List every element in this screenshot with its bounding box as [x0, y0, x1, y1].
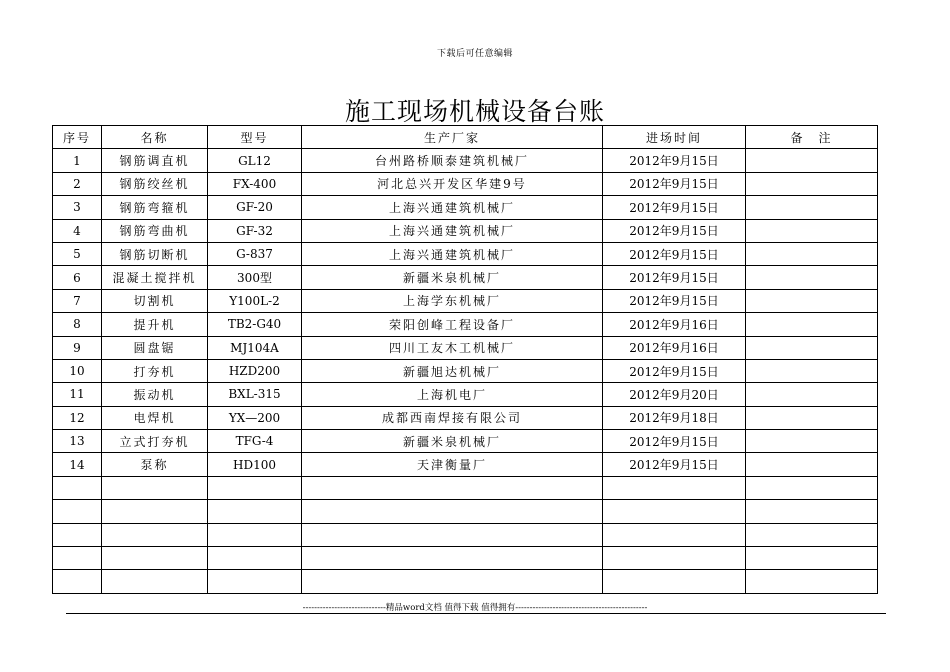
cell-no: 9	[53, 336, 102, 359]
cell-date	[603, 500, 746, 523]
cell-remark	[746, 289, 878, 312]
cell-name: 钢筋调直机	[102, 149, 208, 172]
cell-remark	[746, 313, 878, 336]
cell-maker: 上海机电厂	[302, 383, 603, 406]
cell-date: 2012年9月20日	[603, 383, 746, 406]
cell-remark	[746, 219, 878, 242]
table-row	[53, 289, 878, 312]
cell-no	[53, 570, 102, 593]
cell-date	[603, 476, 746, 499]
cell-date: 2012年9月15日	[603, 289, 746, 312]
cell-no: 6	[53, 266, 102, 289]
cell-name: 振动机	[102, 383, 208, 406]
cell-maker: 荣阳创峰工程设备厂	[302, 313, 603, 336]
table-body	[53, 149, 878, 593]
cell-model: TFG-4	[208, 430, 302, 453]
cell-model	[208, 570, 302, 593]
cell-maker	[302, 500, 603, 523]
cell-maker: 新疆旭达机械厂	[302, 359, 603, 382]
cell-maker: 上海兴通建筑机械厂	[302, 219, 603, 242]
cell-date	[603, 547, 746, 570]
cell-model: BXL-315	[208, 383, 302, 406]
table-row	[53, 570, 878, 593]
cell-model	[208, 523, 302, 546]
cell-model: MJ104A	[208, 336, 302, 359]
cell-remark	[746, 359, 878, 382]
footer-note: -----------------------------精品word文档 值得下载 值得拥有----------------------------------------------	[302, 603, 648, 613]
column-header-model: 型号	[208, 126, 302, 149]
cell-remark	[746, 242, 878, 265]
cell-date: 2012年9月15日	[603, 242, 746, 265]
table-row	[53, 336, 878, 359]
table-row	[53, 149, 878, 172]
cell-date	[603, 523, 746, 546]
cell-remark	[746, 172, 878, 195]
cell-maker	[302, 523, 603, 546]
cell-maker: 四川工友木工机械厂	[302, 336, 603, 359]
cell-name	[102, 570, 208, 593]
cell-date: 2012年9月15日	[603, 430, 746, 453]
cell-name: 混凝土搅拌机	[102, 266, 208, 289]
cell-maker: 台州路桥顺泰建筑机械厂	[302, 149, 603, 172]
table-row	[53, 242, 878, 265]
cell-no: 7	[53, 289, 102, 312]
cell-remark	[746, 476, 878, 499]
cell-remark	[746, 430, 878, 453]
cell-no	[53, 500, 102, 523]
equipment-ledger-table	[52, 125, 878, 594]
cell-maker: 新疆米泉机械厂	[302, 430, 603, 453]
cell-model: GF-32	[208, 219, 302, 242]
table-row	[53, 430, 878, 453]
table-row	[53, 266, 878, 289]
cell-name	[102, 523, 208, 546]
cell-maker: 新疆米泉机械厂	[302, 266, 603, 289]
cell-remark	[746, 149, 878, 172]
cell-no: 5	[53, 242, 102, 265]
cell-date: 2012年9月16日	[603, 336, 746, 359]
cell-date: 2012年9月15日	[603, 219, 746, 242]
table-row	[53, 313, 878, 336]
cell-model	[208, 547, 302, 570]
cell-maker: 成都西南焊接有限公司	[302, 406, 603, 429]
cell-no: 12	[53, 406, 102, 429]
table-row	[53, 523, 878, 546]
cell-name: 泵称	[102, 453, 208, 476]
table-row	[53, 476, 878, 499]
cell-name: 切割机	[102, 289, 208, 312]
cell-model: G-837	[208, 242, 302, 265]
column-header-remark: 备 注	[746, 126, 878, 149]
cell-remark	[746, 453, 878, 476]
cell-date: 2012年9月15日	[603, 453, 746, 476]
page-title: 施工现场机械设备台账	[344, 97, 605, 126]
table-row	[53, 383, 878, 406]
cell-model: Y100L-2	[208, 289, 302, 312]
cell-model: YX—200	[208, 406, 302, 429]
table-row	[53, 406, 878, 429]
column-header-maker: 生产厂家	[302, 126, 603, 149]
column-header-name: 名称	[102, 126, 208, 149]
cell-no: 10	[53, 359, 102, 382]
cell-date: 2012年9月15日	[603, 196, 746, 219]
cell-model: FX-400	[208, 172, 302, 195]
cell-remark	[746, 523, 878, 546]
cell-no: 2	[53, 172, 102, 195]
cell-name: 打夯机	[102, 359, 208, 382]
cell-remark	[746, 406, 878, 429]
table-row	[53, 453, 878, 476]
cell-model: GL12	[208, 149, 302, 172]
cell-no	[53, 547, 102, 570]
cell-no: 1	[53, 149, 102, 172]
cell-maker	[302, 547, 603, 570]
cell-date: 2012年9月16日	[603, 313, 746, 336]
cell-no: 8	[53, 313, 102, 336]
cell-maker	[302, 476, 603, 499]
cell-maker: 天津衡量厂	[302, 453, 603, 476]
table-row	[53, 172, 878, 195]
cell-model	[208, 476, 302, 499]
cell-date: 2012年9月18日	[603, 406, 746, 429]
cell-name	[102, 476, 208, 499]
cell-date: 2012年9月15日	[603, 266, 746, 289]
cell-no	[53, 476, 102, 499]
cell-remark	[746, 196, 878, 219]
cell-maker: 上海兴通建筑机械厂	[302, 196, 603, 219]
cell-maker: 上海学东机械厂	[302, 289, 603, 312]
cell-name: 电焊机	[102, 406, 208, 429]
cell-remark	[746, 336, 878, 359]
cell-remark	[746, 500, 878, 523]
cell-maker: 河北总兴开发区华建9号	[302, 172, 603, 195]
cell-model	[208, 500, 302, 523]
table-row	[53, 219, 878, 242]
table-row	[53, 500, 878, 523]
cell-name: 钢筋切断机	[102, 242, 208, 265]
table-row	[53, 196, 878, 219]
cell-model: 300型	[208, 266, 302, 289]
table-row	[53, 359, 878, 382]
column-header-date: 进场时间	[603, 126, 746, 149]
cell-maker: 上海兴通建筑机械厂	[302, 242, 603, 265]
cell-date: 2012年9月15日	[603, 172, 746, 195]
cell-name: 圆盘锯	[102, 336, 208, 359]
cell-name: 立式打夯机	[102, 430, 208, 453]
cell-name	[102, 547, 208, 570]
cell-no	[53, 523, 102, 546]
cell-name: 钢筋弯曲机	[102, 219, 208, 242]
cell-no: 14	[53, 453, 102, 476]
column-header-no: 序号	[53, 126, 102, 149]
cell-date: 2012年9月15日	[603, 359, 746, 382]
cell-no: 11	[53, 383, 102, 406]
footer-rule	[66, 613, 886, 614]
cell-name: 钢筋弯箍机	[102, 196, 208, 219]
cell-remark	[746, 570, 878, 593]
cell-remark	[746, 383, 878, 406]
header-note: 下载后可任意编辑	[436, 49, 513, 59]
table-row	[53, 547, 878, 570]
cell-model: HZD200	[208, 359, 302, 382]
cell-name: 提升机	[102, 313, 208, 336]
cell-no: 3	[53, 196, 102, 219]
cell-name: 钢筋绞丝机	[102, 172, 208, 195]
cell-model: GF-20	[208, 196, 302, 219]
table-header-row	[53, 126, 878, 149]
cell-remark	[746, 547, 878, 570]
cell-date	[603, 570, 746, 593]
cell-date: 2012年9月15日	[603, 149, 746, 172]
cell-no: 13	[53, 430, 102, 453]
cell-maker	[302, 570, 603, 593]
cell-remark	[746, 266, 878, 289]
cell-model: HD100	[208, 453, 302, 476]
cell-model: TB2-G40	[208, 313, 302, 336]
cell-name	[102, 500, 208, 523]
cell-no: 4	[53, 219, 102, 242]
